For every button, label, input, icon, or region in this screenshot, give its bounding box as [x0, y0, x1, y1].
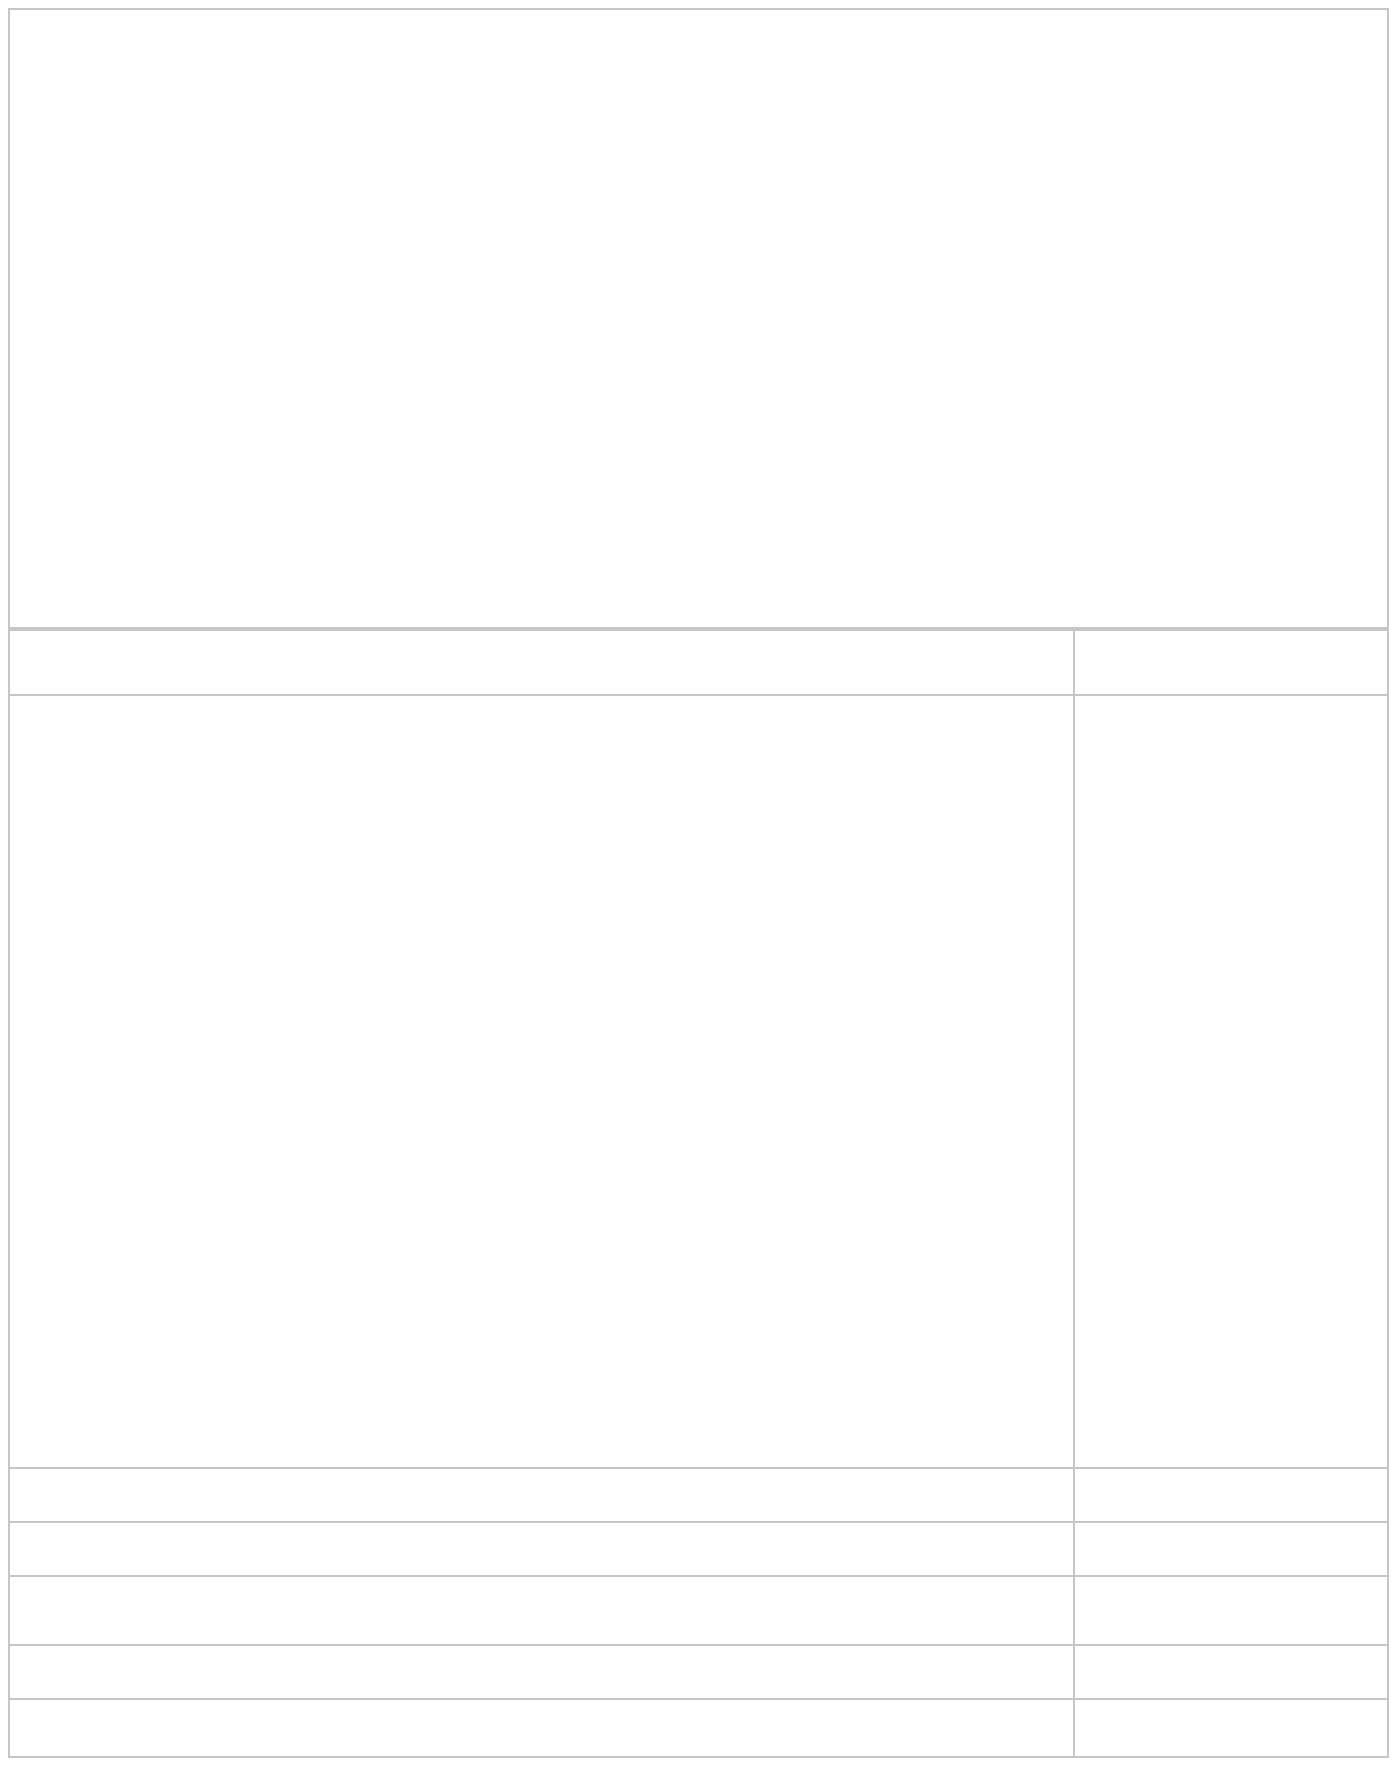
table-border-right: [1387, 8, 1389, 1758]
row-divider: [8, 629, 1389, 631]
row-divider: [8, 1644, 1389, 1646]
row-divider: [8, 1698, 1389, 1700]
row-divider: [8, 694, 1389, 696]
row-divider: [8, 1575, 1389, 1577]
row-divider: [8, 1467, 1389, 1469]
column-divider: [1073, 629, 1075, 1758]
row-divider: [8, 1521, 1389, 1523]
table-border-left: [8, 8, 10, 1758]
table-border-bottom: [8, 1756, 1389, 1758]
table-border-top: [8, 8, 1389, 10]
